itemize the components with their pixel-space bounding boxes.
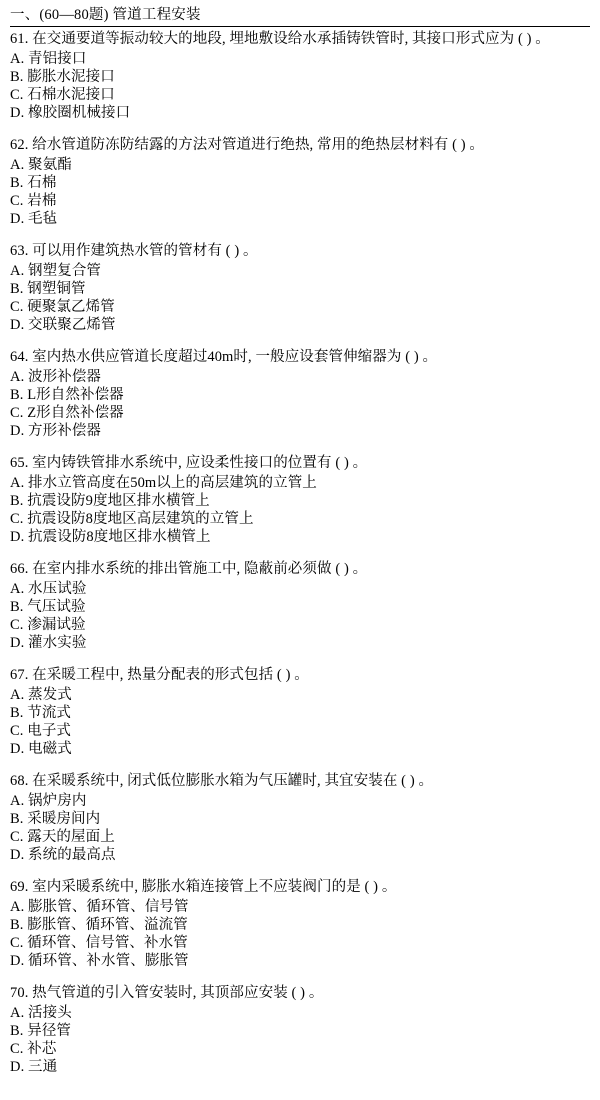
question-stem: 68. 在采暖系统中, 闭式低位膨胀水箱为气压罐时, 其宜安装在 ( ) 。 — [10, 773, 434, 789]
option-a[interactable]: A. 钢塑复合管 — [10, 263, 102, 279]
question-stem: 62. 给水管道防冻防结露的方法对管道进行绝热, 常用的绝热层材料有 ( ) 。 — [10, 137, 485, 153]
question-stem: 61. 在交通要道等振动较大的地段, 埋地敷设给水承插铸铁管时, 其接口形式应为 ( ) 。 — [10, 31, 550, 47]
option-a[interactable]: A. 膨胀管、循环管、信号管 — [10, 899, 189, 915]
option-b[interactable]: B. 异径管 — [10, 1023, 72, 1039]
question-gap — [10, 654, 590, 663]
question-gap — [10, 760, 590, 769]
option-d[interactable]: D. 循环管、补水管、膨胀管 — [10, 953, 189, 969]
option-a[interactable]: A. 蒸发式 — [10, 687, 72, 703]
option-d[interactable]: D. 方形补偿器 — [10, 423, 102, 439]
option-c[interactable]: C. 补芯 — [10, 1041, 57, 1057]
question-70 — [10, 984, 590, 1076]
option-a[interactable]: A. 聚氨酯 — [10, 157, 72, 173]
question-options — [10, 262, 590, 334]
option-a[interactable]: A. 青铝接口 — [10, 51, 87, 67]
option-c[interactable]: C. 抗震设防8度地区高层建筑的立管上 — [10, 511, 254, 527]
option-c[interactable]: C. 硬聚氯乙烯管 — [10, 299, 115, 315]
question-stem: 69. 室内采暖系统中, 膨胀水箱连接管上不应装阀门的是 ( ) 。 — [10, 879, 397, 895]
option-b[interactable]: B. 节流式 — [10, 705, 72, 721]
option-d[interactable]: D. 电磁式 — [10, 741, 72, 757]
question-67 — [10, 666, 590, 758]
option-a[interactable]: A. 波形补偿器 — [10, 369, 102, 385]
question-65 — [10, 454, 590, 546]
question-62 — [10, 136, 590, 228]
question-options — [10, 1004, 590, 1076]
question-stem: 67. 在采暖工程中, 热量分配表的形式包括 ( ) 。 — [10, 667, 309, 683]
question-options — [10, 156, 590, 228]
question-gap — [10, 972, 590, 981]
question-66 — [10, 560, 590, 652]
question-options — [10, 368, 590, 440]
question-61 — [10, 30, 590, 122]
question-gap — [10, 230, 590, 239]
option-d[interactable]: D. 抗震设防8度地区排水横管上 — [10, 529, 211, 545]
question-gap — [10, 336, 590, 345]
option-d[interactable]: D. 毛毡 — [10, 211, 58, 227]
question-64 — [10, 348, 590, 440]
option-c[interactable]: C. Z形自然补偿器 — [10, 405, 124, 421]
question-options — [10, 686, 590, 758]
option-c[interactable]: C. 循环管、信号管、补水管 — [10, 935, 188, 951]
option-b[interactable]: B. 钢塑铜管 — [10, 281, 86, 297]
question-stem: 65. 室内铸铁管排水系统中, 应设柔性接口的位置有 ( ) 。 — [10, 455, 368, 471]
question-stem: 63. 可以用作建筑热水管的管材有 ( ) 。 — [10, 243, 258, 259]
option-a[interactable]: A. 水压试验 — [10, 581, 87, 597]
option-b[interactable]: B. 气压试验 — [10, 599, 86, 615]
option-b[interactable]: B. 膨胀管、循环管、溢流管 — [10, 917, 188, 933]
question-gap — [10, 124, 590, 133]
option-c[interactable]: C. 岩棉 — [10, 193, 57, 209]
section-title: 一、(60—80题) 管道工程安装 — [10, 6, 590, 27]
question-gap — [10, 442, 590, 451]
option-d[interactable]: D. 交联聚乙烯管 — [10, 317, 116, 333]
option-b[interactable]: B. 抗震设防9度地区排水横管上 — [10, 493, 210, 509]
option-b[interactable]: B. 石棉 — [10, 175, 57, 191]
question-63 — [10, 242, 590, 334]
question-options — [10, 50, 590, 122]
option-c[interactable]: C. 石棉水泥接口 — [10, 87, 115, 103]
option-a[interactable]: A. 排水立管高度在50m以上的高层建筑的立管上 — [10, 475, 317, 491]
option-d[interactable]: D. 灌水实验 — [10, 635, 87, 651]
question-options — [10, 898, 590, 970]
question-options — [10, 792, 590, 864]
question-gap — [10, 548, 590, 557]
option-a[interactable]: A. 活接头 — [10, 1005, 72, 1021]
question-stem: 70. 热气管道的引入管安装时, 其顶部应安装 ( ) 。 — [10, 985, 324, 1001]
option-b[interactable]: B. L形自然补偿器 — [10, 387, 124, 403]
option-d[interactable]: D. 三通 — [10, 1059, 58, 1075]
option-d[interactable]: D. 橡胶圈机械接口 — [10, 105, 131, 121]
option-d[interactable]: D. 系统的最高点 — [10, 847, 116, 863]
option-c[interactable]: C. 电子式 — [10, 723, 72, 739]
question-stem: 66. 在室内排水系统的排出管施工中, 隐蔽前必须做 ( ) 。 — [10, 561, 368, 577]
option-b[interactable]: B. 采暖房间内 — [10, 811, 101, 827]
question-stem: 64. 室内热水供应管道长度超过40m时, 一般应设套管伸缩器为 ( ) 。 — [10, 349, 438, 365]
option-c[interactable]: C. 渗漏试验 — [10, 617, 86, 633]
option-c[interactable]: C. 露天的屋面上 — [10, 829, 115, 845]
question-68 — [10, 772, 590, 864]
question-gap — [10, 866, 590, 875]
question-69 — [10, 878, 590, 970]
question-options — [10, 580, 590, 652]
option-a[interactable]: A. 锅炉房内 — [10, 793, 87, 809]
option-b[interactable]: B. 膨胀水泥接口 — [10, 69, 115, 85]
question-options — [10, 474, 590, 546]
